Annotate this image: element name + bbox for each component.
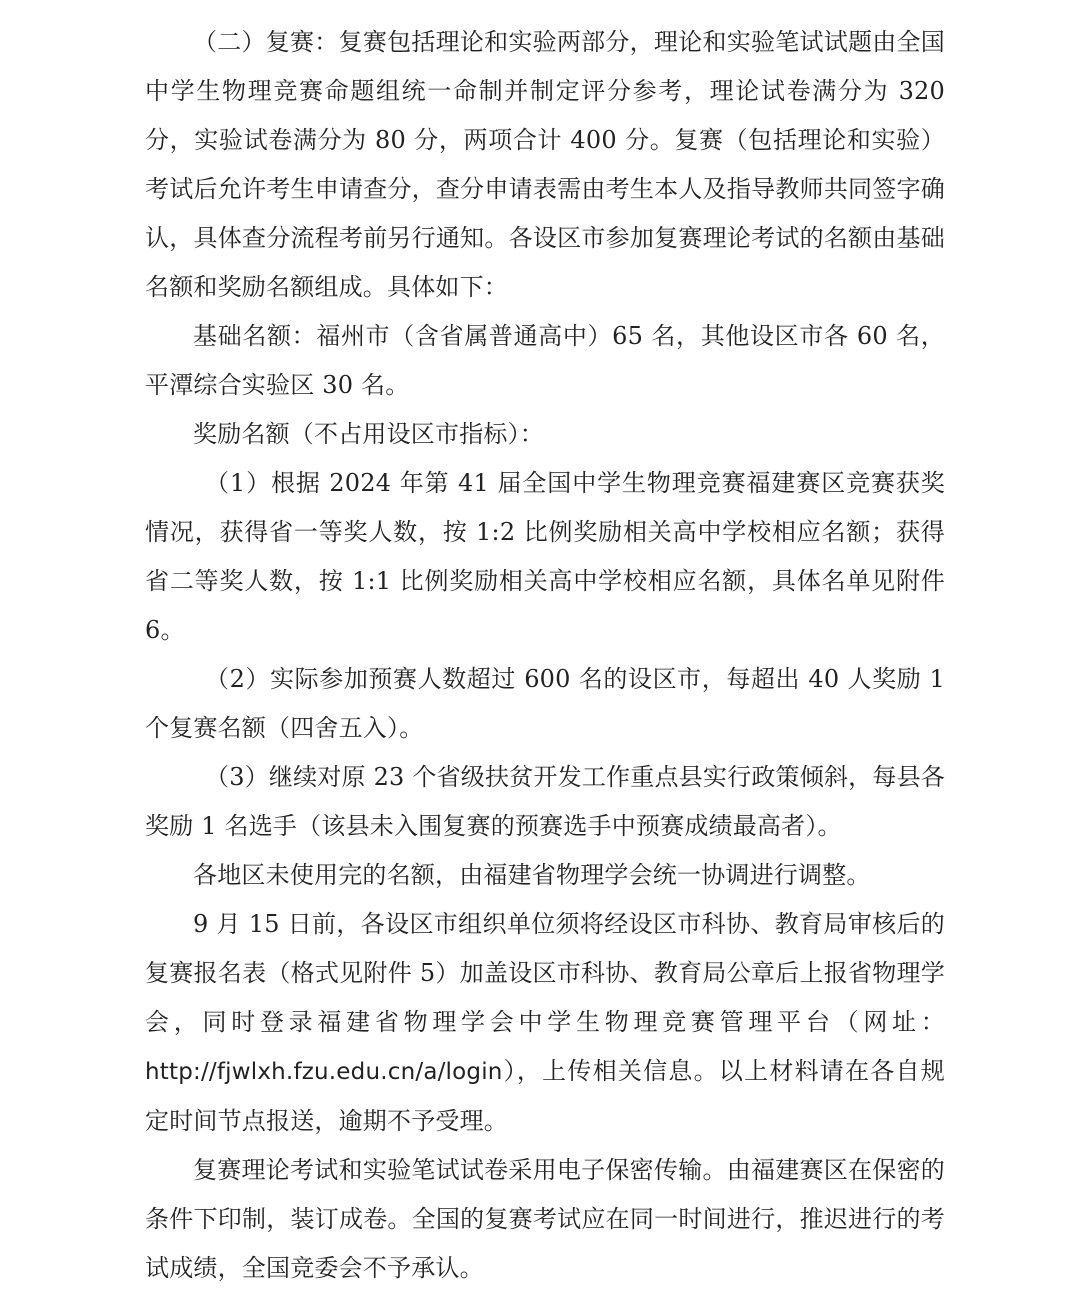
registration-text-before-url: 9 月 15 日前，各设区市组织单位须将经设区市科协、教育局审核后的复赛报名表（格式见附件 5）加盖设区市科协、教育局公章后上报省物理学会，同时登录福建省物理学会中学生物理竞赛管理平台（网址：: [145, 910, 945, 1036]
paragraph-bonus-quota-heading: 奖励名额（不占用设区市指标）：: [193, 420, 544, 448]
paragraph-rematch-overview: （二）复赛：复赛包括理论和实验两部分，理论和实验笔试试题由全国中学生物理竞赛命题组统一命制并制定评分参考，理论试卷满分为 320 分，实验试卷满分为 80 分，两项合计 400 分。复赛（包括理论和实验）考试后允许考生申请查分，查分申请表需由考生本人及指导教师共同签字确认，具体查分流程考前另行通知。各设区市参加复赛理论考试的名额由基础名额和奖励名额组成。具体如下：: [145, 28, 945, 301]
paragraph-bonus-item-2: （2）实际参加预赛人数超过 600 名的设区市，每超出 40 人奖励 1 个复赛名额（四舍五入）。: [145, 665, 945, 742]
registration-text-after-url: ），上传相关信息。以上材料请在各自规定时间节点报送，逾期不予受理。: [145, 1057, 945, 1135]
paragraph-exam-security: 复赛理论考试和实验笔试试卷采用电子保密传输。由福建赛区在保密的条件下印制，装订成卷。全国的复赛考试应在同一时间进行，推迟进行的考试成绩，全国竞委会不予承认。: [145, 1156, 945, 1282]
paragraph-unused-quota: 各地区未使用完的名额，由福建省物理学会统一协调进行调整。: [193, 861, 871, 889]
paragraph-bonus-item-3: （3）继续对原 23 个省级扶贫开发工作重点县实行政策倾斜，每县各奖励 1 名选手（该县未入围复赛的预赛选手中预赛成绩最高者）。: [145, 763, 945, 840]
paragraph-base-quota: 基础名额：福州市（含省属普通高中）65 名，其他设区市各 60 名，平潭综合实验区 30 名。: [145, 322, 945, 399]
paragraph-registration: [145, 900, 945, 1146]
platform-url-link[interactable]: http://fjwlxh.fzu.edu.cn/a/login: [145, 1059, 503, 1085]
document-body: [145, 18, 945, 1293]
paragraph-bonus-item-1: （1）根据 2024 年第 41 届全国中学生物理竞赛福建赛区竞赛获奖情况，获得省一等奖人数，按 1:2 比例奖励相关高中学校相应名额；获得省二等奖人数，按 1:1 比例奖励相关高中学校相应名额，具体名单见附件 6。: [145, 469, 945, 644]
